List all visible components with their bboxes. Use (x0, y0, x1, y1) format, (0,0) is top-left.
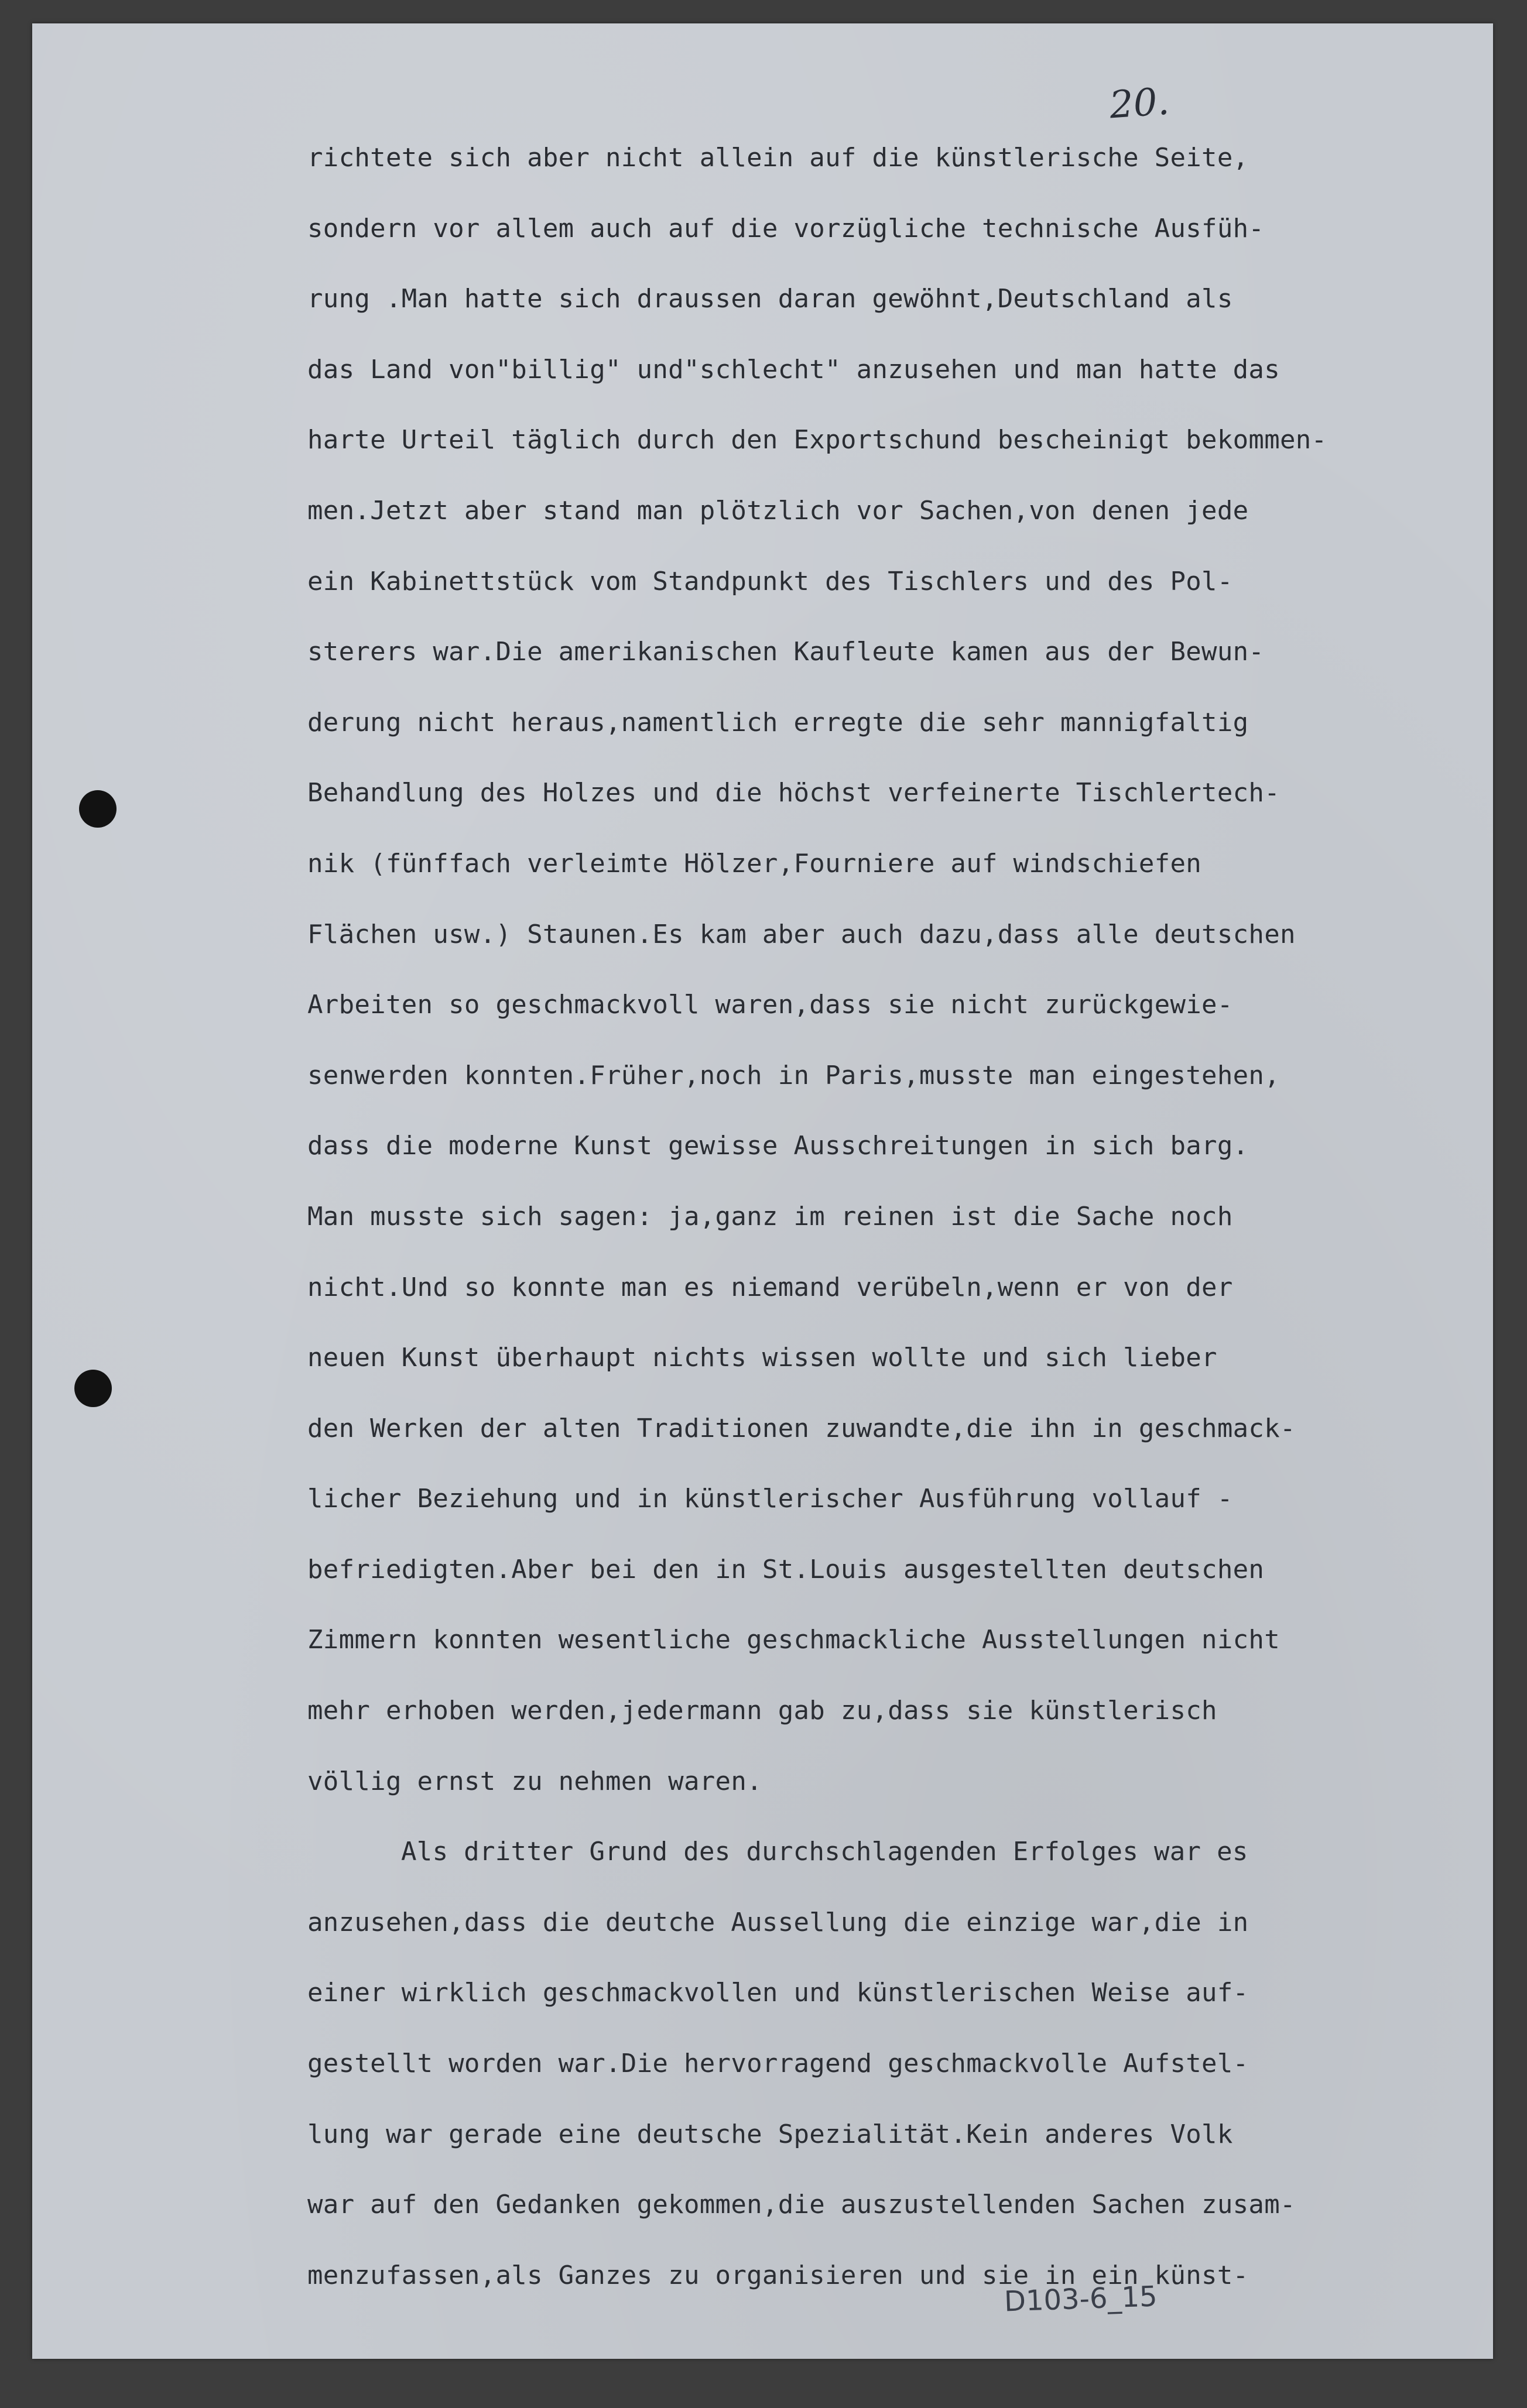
text-line: nik (fünffach verleimte Hölzer,Fourniere auf windschiefen (307, 848, 1202, 879)
text-line: Behandlung des Holzes und die höchst verfeinerte Tischlertech- (307, 778, 1280, 808)
text-line: menzufassen,als Ganzes zu organisieren und sie in ein künst- (307, 2260, 1249, 2290)
text-line: befriedigten.Aber bei den in St.Louis ausgestellten deutschen (307, 1554, 1265, 1584)
text-line: derung nicht heraus,namentlich erregte die sehr mannigfaltig (307, 707, 1249, 738)
text-line: war auf den Gedanken gekommen,die auszustellenden Sachen zusam- (307, 2190, 1296, 2220)
text-line: men.Jetzt aber stand man plötzlich vor Sachen,von denen jede (307, 495, 1249, 526)
typed-text-body (307, 123, 1420, 2311)
punch-hole-top (79, 790, 117, 828)
archive-reference: D103-6_15 (1004, 2280, 1158, 2318)
text-line: richtete sich aber nicht allein auf die künstlerische Seite, (307, 143, 1249, 173)
text-line: nicht.Und so konnte man es niemand verübeln,wenn er von der (307, 1272, 1233, 1302)
text-line: gestellt worden war.Die hervorragend geschmackvolle Aufstel- (307, 2049, 1249, 2079)
text-line: lung war gerade eine deutsche Spezialität.Kein anderes Volk (307, 2119, 1233, 2149)
text-line: Zimmern konnten wesentliche geschmackliche Ausstellungen nicht (307, 1625, 1280, 1655)
text-line: Man musste sich sagen: ja,ganz im reinen ist die Sache noch (307, 1201, 1233, 1232)
text-line: sondern vor allem auch auf die vorzügliche technische Ausfüh- (307, 213, 1265, 243)
text-line: einer wirklich geschmackvollen und künstlerischen Weise auf- (307, 1978, 1249, 2008)
text-line: sterers war.Die amerikanischen Kaufleute kamen aus der Bewun- (307, 637, 1265, 667)
text-line: licher Beziehung und in künstlerischer Ausführung vollauf - (307, 1484, 1233, 1514)
text-line: völlig ernst zu nehmen waren. (307, 1766, 762, 1796)
text-line: anzusehen,dass die deutche Aussellung die einzige war,die in (307, 1907, 1249, 1937)
text-line: senwerden konnten.Früher,noch in Paris,musste man eingestehen, (307, 1060, 1280, 1090)
text-line: Arbeiten so geschmackvoll waren,dass sie nicht zurückgewie- (307, 990, 1233, 1020)
text-line: das Land von"billig" und"schlecht" anzusehen und man hatte das (307, 354, 1280, 385)
text-line: neuen Kunst überhaupt nichts wissen wollte und sich lieber (307, 1343, 1217, 1373)
paragraph-start-line: Als dritter Grund des durchschlagenden Erfolges war es (401, 1837, 1248, 1867)
text-line: dass die moderne Kunst gewisse Ausschreitungen in sich barg. (307, 1131, 1249, 1161)
page-number: 20. (1108, 80, 1171, 128)
text-line: harte Urteil täglich durch den Exportschund bescheinigt bekommen- (307, 425, 1327, 455)
text-line: Flächen usw.) Staunen.Es kam aber auch dazu,dass alle deutschen (307, 919, 1296, 949)
punch-hole-bottom (74, 1370, 112, 1407)
text-line: ein Kabinettstück vom Standpunkt des Tischlers und des Pol- (307, 566, 1233, 596)
text-line: den Werken der alten Traditionen zuwandte,die ihn in geschmack- (307, 1413, 1296, 1443)
text-line: mehr erhoben werden,jedermann gab zu,dass sie künstlerisch (307, 1696, 1217, 1726)
text-line: rung .Man hatte sich draussen daran gewöhnt,Deutschland als (307, 284, 1233, 314)
